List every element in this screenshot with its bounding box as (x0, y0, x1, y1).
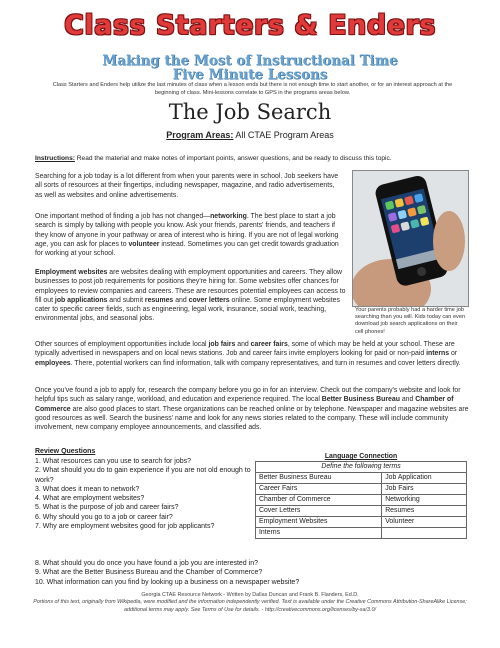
table-row (256, 506, 467, 517)
vocabulary-term: Interns (256, 528, 382, 539)
term-volunteer: volunteer (128, 240, 160, 248)
table-row (256, 495, 467, 506)
program-areas (0, 130, 500, 140)
term-better-business-bureau: Better Business Bureau (321, 396, 400, 404)
term-interns: interns (426, 350, 450, 358)
instructions-label: Instructions: (35, 155, 75, 162)
term-employees: employees (35, 359, 71, 367)
review-question: 3. What does it mean to network? (35, 485, 140, 493)
term-employment-websites: Employment websites (35, 269, 108, 276)
vocabulary-term: Chamber of Commerce (256, 495, 382, 506)
smartphone-photo (352, 170, 469, 307)
instructions-text: Read the material and make notes of important points, answer questions, and be ready to discuss this topic. (76, 155, 392, 162)
language-connection-box (255, 453, 467, 539)
review-question: 4. What are employment websites? (35, 495, 145, 503)
program-areas-label: Program Areas: (166, 130, 234, 140)
paragraph-1: Searching for a job today is a lot different from when your parents were in school. Job seekers have all sorts of resources at their fingertips, including newspaper, magazine, and radio advertisements, as well as websites and online advertisements. (35, 173, 339, 199)
language-connection-title: Language Connection (324, 453, 398, 460)
vocabulary-term: Career Fairs (256, 484, 382, 495)
table-row (256, 517, 467, 528)
vocabulary-table (255, 461, 467, 539)
vocabulary-term: Employment Websites (256, 517, 382, 528)
review-question: 5. What is the purpose of job and career fairs? (35, 504, 179, 512)
term-resumes: resumes (144, 296, 174, 304)
vocabulary-term: Job Application (382, 473, 467, 484)
review-questions-list-continued (35, 559, 465, 587)
term-job-fairs: job fairs (208, 341, 236, 348)
paragraph-3: Employment websites are websites dealing with employment opportunities and careers. They allow businesses to post job requirements for positions they're hiring for. Some websites offer chances for employees to review companies and careers. These are resources potential employees can access to fill out job applications and submit resumes and cover letters online. Some employment websites cater to specific career fields, such as engineering, legal work, insurance, social work, teaching, environmental jobs, and seasonal jobs. (35, 269, 346, 323)
review-question: 7. Why are employment websites good for job applicants? (35, 523, 215, 531)
footer (0, 592, 500, 614)
vocabulary-term: Resumes (382, 506, 467, 517)
paragraph-4: Other sources of employment opportunities include local job fairs and career fairs, some of which may be held at your school. These are typically advertised in newspapers and on local news stations. Job and career fairs invite employers looking for paid or non-paid interns or employees. There, potential workers can find information, talk with company representatives, and turn in resumes and cover letters directly. (35, 341, 461, 367)
paragraph-2: One important method of finding a job has not changed—networking. The best place to start a job search is simply by talking with people you know. Ask your friends, parents' friends, and teachers if they know of anyone in your pathway or area of interest who is hiring. If you are not of legal working age, you can ask for places to volunteer instead. Sometimes you can get credit towards graduation for working at your school. (35, 213, 339, 258)
table-row (256, 473, 467, 484)
footer-license: Portions of this text, originally from Wikipedia, were modified and the information independently verified. Text is available under the Creative Commons Attribution-ShareAlike License; additional terms may apply. See Terms of Use for details. - http://creativecommons.org/licenses/by-sa/3.0/ (33, 599, 467, 613)
smartphone-illustration (353, 171, 468, 306)
term-chamber-of-commerce: Chamber of Commerce (35, 396, 454, 413)
table-row (256, 528, 467, 539)
page-title: The Job Search (168, 100, 332, 124)
instructions (35, 155, 475, 162)
term-networking: networking (210, 213, 247, 220)
review-question: 2. What should you do to gain experience if you are not old enough to work? (35, 467, 251, 484)
banner-logo: Class Starters & Enders (64, 10, 436, 41)
vocabulary-term (382, 528, 467, 539)
paragraph-5: Once you've found a job to apply for, research the company before you go in for an interview. Check out the company's website and look for helpful tips such as salary range, workload, and education and experience required. The local Better Business Bureau and Chamber of Commerce are also good places to start. These organizations can be reached online or by telephone. Newspaper and magazine websites are good resources as well. Search the business' name and look for any news stories related to the company. These will include community involvement, new company employee announcements, and classified ads. (35, 387, 469, 432)
vocabulary-term: Job Fairs (382, 484, 467, 495)
vocabulary-term: Volunteer (382, 517, 467, 528)
table-row (256, 484, 467, 495)
program-areas-value: All CTAE Program Areas (235, 130, 334, 140)
term-cover-letters: cover letters (188, 296, 230, 304)
vocabulary-term: Better Business Bureau (256, 473, 382, 484)
review-question: 9. What are the Better Business Bureau and the Chamber of Commerce? (35, 569, 263, 577)
image-caption: Your parents probably had a harder time job searching than you will. Kids today can even download job search applications on their cell phones! (355, 307, 466, 335)
term-job-applications: job applications (54, 296, 108, 304)
vocabulary-table-subtitle: Define the following terms (256, 462, 467, 473)
subtitle-line-1: Making the Most of Instructional Time (102, 53, 398, 69)
subtitle-line-2: Five Minute Lessons (172, 67, 328, 83)
review-question: 10. What information can you find by looking up a business on a newspaper website? (35, 578, 300, 586)
footer-credit: Georgia CTAE Resource Network - Written by Dallas Duncan and Frank B. Flanders, Ed.D. (141, 592, 359, 598)
review-question: 8. What should you do once you have found a job you are interested in? (35, 560, 258, 567)
vocabulary-term: Networking (382, 495, 467, 506)
review-questions-list (35, 457, 265, 531)
vocabulary-term: Cover Letters (256, 506, 382, 517)
review-question: 1. What resources can you use to search for jobs? (35, 458, 192, 465)
review-questions-heading: Review Questions (35, 448, 96, 455)
intro-text: Class Starters and Enders help utilize the last minutes of class when a lesson ends but there is not enough time to start another, or for an interest approach at the beginning of class. Mini-lessons correlate to GPS in the programs areas below. (52, 82, 453, 96)
term-career-fairs: career fairs (250, 341, 288, 348)
review-question: 6. Why should you go to a job or career fair? (35, 513, 173, 521)
